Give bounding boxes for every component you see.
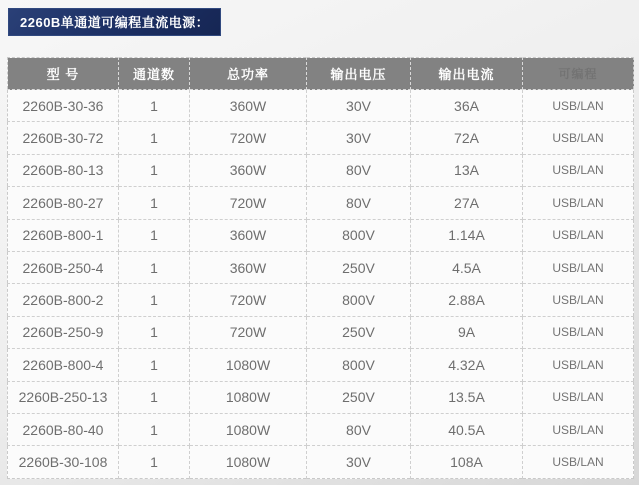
- table-row: [8, 316, 634, 348]
- cell-channels: 1: [119, 251, 190, 283]
- spec-table: [7, 57, 634, 479]
- cell-output-voltage: 30V: [307, 90, 411, 122]
- table-body: [8, 90, 634, 479]
- cell-output-current: 4.32A: [411, 349, 523, 381]
- cell-output-voltage: 800V: [307, 349, 411, 381]
- cell-channels: 1: [119, 316, 190, 348]
- cell-model: 2260B-80-27: [8, 187, 119, 219]
- cell-programmable: USB/LAN: [523, 284, 634, 316]
- cell-output-voltage: 800V: [307, 284, 411, 316]
- table-row: [8, 187, 634, 219]
- cell-output-voltage: 30V: [307, 446, 411, 478]
- cell-model: 2260B-250-4: [8, 251, 119, 283]
- page-title: 2260B单通道可编程直流电源：: [8, 8, 221, 36]
- cell-programmable: USB/LAN: [523, 316, 634, 348]
- cell-output-current: 13.5A: [411, 381, 523, 413]
- cell-channels: 1: [119, 413, 190, 445]
- cell-output-current: 72A: [411, 122, 523, 154]
- table-row: [8, 219, 634, 251]
- cell-output-voltage: 80V: [307, 187, 411, 219]
- cell-total-power: 1080W: [190, 381, 307, 413]
- cell-model: 2260B-250-13: [8, 381, 119, 413]
- cell-channels: 1: [119, 381, 190, 413]
- cell-channels: 1: [119, 187, 190, 219]
- table-row: [8, 284, 634, 316]
- cell-programmable: USB/LAN: [523, 446, 634, 478]
- cell-output-current: 2.88A: [411, 284, 523, 316]
- cell-programmable: USB/LAN: [523, 349, 634, 381]
- cell-output-current: 13A: [411, 154, 523, 186]
- column-header-total-power: 总功率: [190, 58, 307, 90]
- cell-total-power: 360W: [190, 251, 307, 283]
- cell-output-current: 40.5A: [411, 413, 523, 445]
- cell-total-power: 720W: [190, 284, 307, 316]
- cell-model: 2260B-80-40: [8, 413, 119, 445]
- cell-model: 2260B-30-108: [8, 446, 119, 478]
- table-row: [8, 154, 634, 186]
- cell-total-power: 360W: [190, 154, 307, 186]
- cell-programmable: USB/LAN: [523, 251, 634, 283]
- cell-channels: 1: [119, 154, 190, 186]
- cell-output-voltage: 800V: [307, 219, 411, 251]
- cell-output-current: 4.5A: [411, 251, 523, 283]
- cell-output-voltage: 80V: [307, 413, 411, 445]
- cell-channels: 1: [119, 349, 190, 381]
- table-row: [8, 251, 634, 283]
- cell-total-power: 720W: [190, 122, 307, 154]
- cell-total-power: 360W: [190, 90, 307, 122]
- column-header-model: 型 号: [8, 58, 119, 90]
- table-row: [8, 90, 634, 122]
- cell-total-power: 720W: [190, 187, 307, 219]
- cell-programmable: USB/LAN: [523, 413, 634, 445]
- table-row: [8, 349, 634, 381]
- cell-output-voltage: 250V: [307, 381, 411, 413]
- cell-programmable: USB/LAN: [523, 381, 634, 413]
- table-header-row: [8, 58, 634, 90]
- cell-channels: 1: [119, 90, 190, 122]
- table-row: [8, 122, 634, 154]
- cell-total-power: 360W: [190, 219, 307, 251]
- cell-channels: 1: [119, 446, 190, 478]
- cell-output-voltage: 250V: [307, 316, 411, 348]
- cell-total-power: 1080W: [190, 413, 307, 445]
- cell-programmable: USB/LAN: [523, 122, 634, 154]
- table-row: [8, 413, 634, 445]
- cell-model: 2260B-80-13: [8, 154, 119, 186]
- cell-output-current: 36A: [411, 90, 523, 122]
- cell-programmable: USB/LAN: [523, 90, 634, 122]
- cell-channels: 1: [119, 122, 190, 154]
- cell-output-current: 1.14A: [411, 219, 523, 251]
- cell-output-current: 108A: [411, 446, 523, 478]
- cell-model: 2260B-30-72: [8, 122, 119, 154]
- cell-programmable: USB/LAN: [523, 154, 634, 186]
- cell-output-voltage: 250V: [307, 251, 411, 283]
- cell-total-power: 720W: [190, 316, 307, 348]
- column-header-programmable: 可编程: [523, 58, 634, 90]
- cell-model: 2260B-800-1: [8, 219, 119, 251]
- cell-channels: 1: [119, 284, 190, 316]
- column-header-output-voltage: 输出电压: [307, 58, 411, 90]
- cell-output-voltage: 80V: [307, 154, 411, 186]
- cell-total-power: 1080W: [190, 349, 307, 381]
- cell-model: 2260B-800-4: [8, 349, 119, 381]
- column-header-channels: 通道数: [119, 58, 190, 90]
- cell-output-current: 9A: [411, 316, 523, 348]
- cell-model: 2260B-30-36: [8, 90, 119, 122]
- cell-model: 2260B-800-2: [8, 284, 119, 316]
- cell-output-voltage: 30V: [307, 122, 411, 154]
- column-header-output-current: 输出电流: [411, 58, 523, 90]
- cell-programmable: USB/LAN: [523, 187, 634, 219]
- cell-output-current: 27A: [411, 187, 523, 219]
- table-header: [8, 58, 634, 90]
- cell-programmable: USB/LAN: [523, 219, 634, 251]
- cell-channels: 1: [119, 219, 190, 251]
- table-row: [8, 446, 634, 478]
- table-row: [8, 381, 634, 413]
- cell-total-power: 1080W: [190, 446, 307, 478]
- cell-model: 2260B-250-9: [8, 316, 119, 348]
